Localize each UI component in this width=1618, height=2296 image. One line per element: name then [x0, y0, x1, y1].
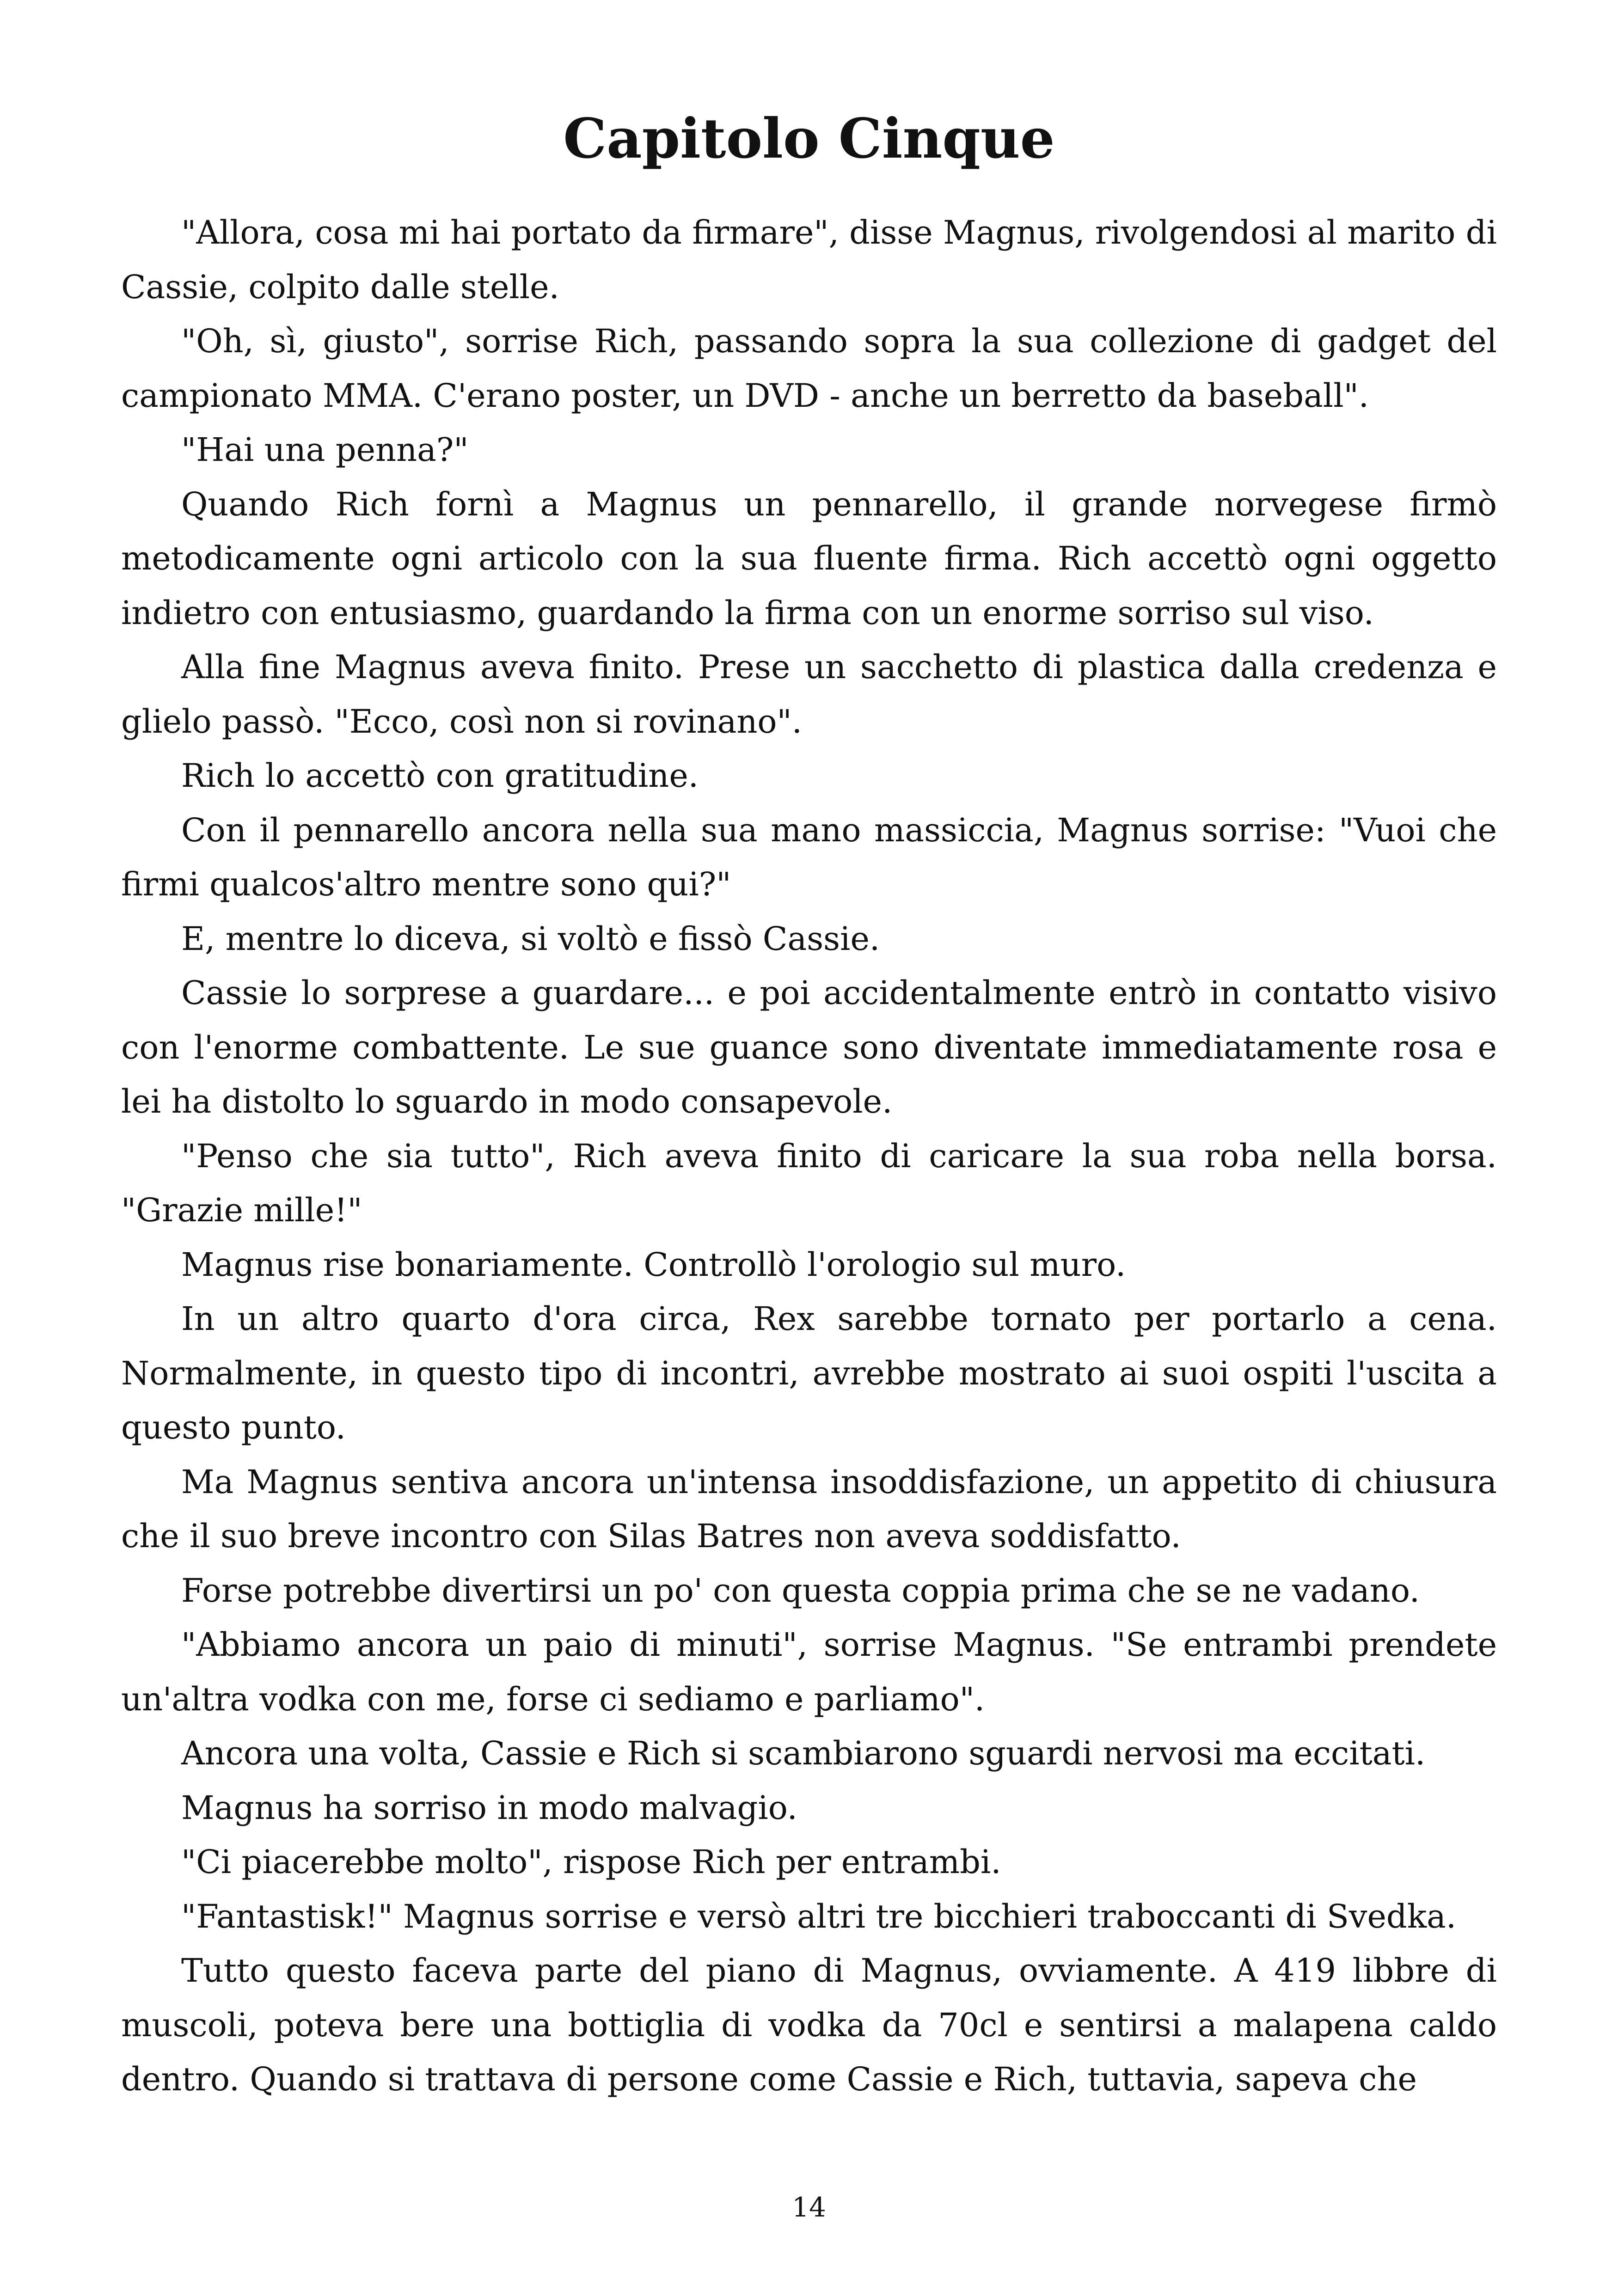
paragraph: Con il pennarello ancora nella sua mano massiccia, Magnus sorrise: "Vuoi che firmi qualcos'altro mentre sono qui?" — [121, 811, 1497, 903]
paragraph: "Abbiamo ancora un paio di minuti", sorrise Magnus. "Se entrambi prendete un'altra vodka con me, forse ci sediamo e parliamo". — [121, 1626, 1497, 1718]
paragraph: E, mentre lo diceva, si voltò e fissò Cassie. — [181, 919, 880, 958]
paragraph: Magnus ha sorriso in modo malvagio. — [181, 1788, 797, 1827]
paragraph: Quando Rich fornì a Magnus un pennarello, il grande norvegese firmò metodicamente ogni articolo con la sua fluente firma. Rich accettò ogni oggetto indietro con entusiasmo, guardando la firma con un enorme sorriso sul viso. — [121, 485, 1497, 632]
paragraph: "Fantastisk!" Magnus sorrise e versò altri tre bicchieri traboccanti di Svedka. — [181, 1897, 1457, 1935]
paragraph: Forse potrebbe divertirsi un po' con questa coppia prima che se ne vadano. — [181, 1571, 1420, 1610]
page-number: 14 — [792, 2192, 826, 2223]
paragraph: "Oh, sì, giusto", sorrise Rich, passando sopra la sua collezione di gadget del campionato MMA. C'erano poster, un DVD - anche un berretto da baseball". — [121, 322, 1497, 415]
paragraph: Ma Magnus sentiva ancora un'intensa insoddisfazione, un appetito di chiusura che il suo breve incontro con Silas Batres non aveva soddisfatto. — [121, 1463, 1497, 1555]
chapter-title: Capitolo Cinque — [563, 106, 1055, 171]
paragraph: Tutto questo faceva parte del piano di Magnus, ovviamente. A 419 libbre di muscoli, poteva bere una bottiglia di vodka da 70cl e sentirsi a malapena caldo dentro. Quando si trattava di persone come Cassie e Rich, tuttavia, sapeva che — [121, 1952, 1497, 2098]
paragraph: Magnus rise bonariamente. Controllò l'orologio sul muro. — [181, 1245, 1126, 1284]
paragraph: Ancora una volta, Cassie e Rich si scambiarono sguardi nervosi ma eccitati. — [181, 1734, 1426, 1772]
paragraph: Rich lo accettò con gratitudine. — [181, 757, 699, 795]
paragraph: "Allora, cosa mi hai portato da firmare", disse Magnus, rivolgendosi al marito di Cassie, colpito dalle stelle. — [121, 214, 1497, 306]
paragraph: In un altro quarto d'ora circa, Rex sarebbe tornato per portarlo a cena. Normalmente, in questo tipo di incontri, avrebbe mostrato ai suoi ospiti l'uscita a questo punto. — [121, 1300, 1497, 1446]
paragraph: "Hai una penna?" — [181, 431, 469, 469]
paragraph: "Ci piacerebbe molto", rispose Rich per entrambi. — [181, 1843, 1001, 1881]
chapter-body — [121, 206, 1497, 2107]
paragraph: "Penso che sia tutto", Rich aveva finito di caricare la sua roba nella borsa. "Grazie mille!" — [121, 1137, 1497, 1229]
paragraph: Alla fine Magnus aveva finito. Prese un sacchetto di plastica dalla credenza e glielo passò. "Ecco, così non si rovinano". — [121, 648, 1497, 741]
paragraph: Cassie lo sorprese a guardare... e poi accidentalmente entrò in contatto visivo con l'enorme combattente. Le sue guance sono diventate immediatamente rosa e lei ha distolto lo sguardo in modo consapevole. — [121, 974, 1497, 1120]
